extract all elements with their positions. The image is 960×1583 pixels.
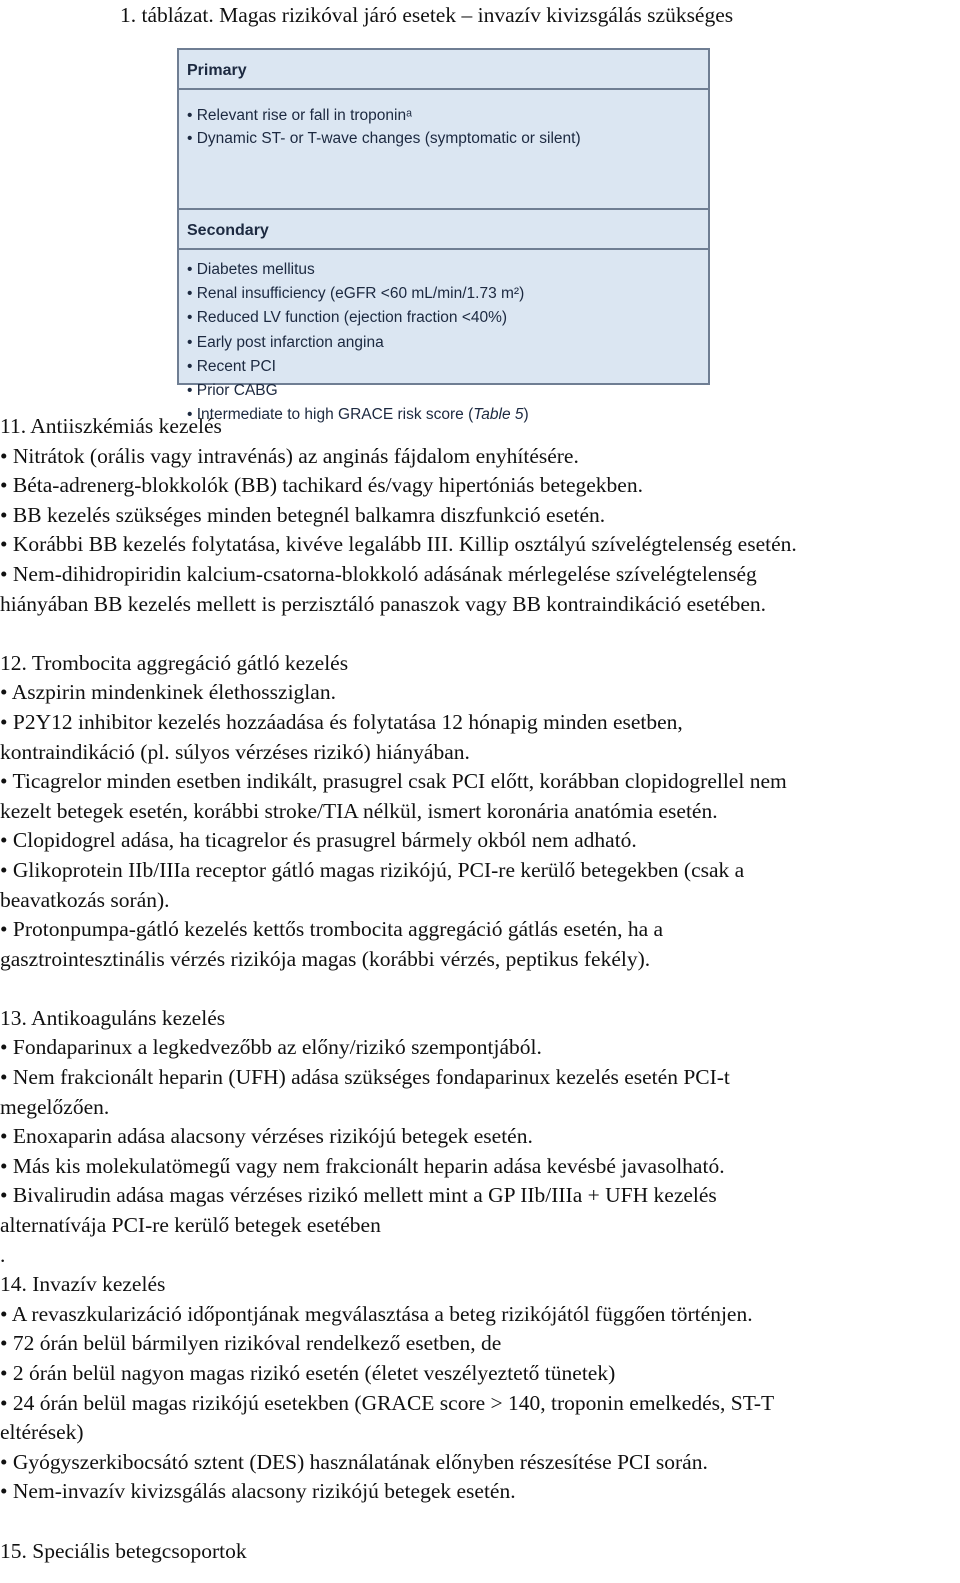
text-line: gasztrointesztinális vérzés rizikója magas (korábbi vérzés, peptikus fekély). bbox=[0, 946, 651, 971]
secondary-item: • Intermediate to high GRACE risk score (Table 5) bbox=[187, 403, 704, 427]
text-line: 14. Invazív kezelés bbox=[0, 1272, 166, 1297]
text-line: • Nitrátok (orális vagy intravénás) az anginás fájdalom enyhítésére. bbox=[0, 443, 579, 468]
secondary-header: Secondary bbox=[179, 208, 708, 250]
text-line: • Korábbi BB kezelés folytatása, kivéve legalább III. Killip osztályú szívelégtelenség esetén. bbox=[0, 532, 797, 557]
secondary-item: • Early post infarction angina bbox=[187, 331, 704, 355]
primary-list bbox=[187, 104, 704, 150]
text-line: • Nem frakcionált heparin (UFH) adása szükséges fondaparinux kezelés esetén PCI-t bbox=[0, 1065, 730, 1090]
blank-line bbox=[0, 1507, 958, 1537]
text-line: • Clopidogrel adása, ha ticagrelor és prasugrel bármely okból nem adható. bbox=[0, 828, 637, 853]
blank-line bbox=[0, 974, 958, 1004]
text-line: beavatkozás során). bbox=[0, 887, 170, 912]
table-caption: 1. táblázat. Magas rizikóval járó esetek – invazív kivizsgálás szükséges bbox=[120, 3, 734, 27]
text-line: • Gyógyszerkibocsátó sztent (DES) használatának előnyben részesítése PCI során. bbox=[0, 1449, 708, 1474]
text-line: 15. Speciális betegcsoportok bbox=[0, 1538, 247, 1563]
blank-line bbox=[0, 619, 958, 649]
text-line: • Protonpumpa-gátló kezelés kettős trombocita aggregáció gátlás esetén, ha a bbox=[0, 917, 664, 942]
text-line: hiányában BB kezelés mellett is perzisztáló panaszok vagy BB kontraindikáció esetében. bbox=[0, 591, 766, 616]
text-line: • BB kezelés szükséges minden betegnél balkamra diszfunkció esetén. bbox=[0, 502, 606, 527]
primary-item: • Dynamic ST- or T-wave changes (symptomatic or silent) bbox=[187, 127, 704, 150]
text-line: • 2 órán belül nagyon magas rizikó esetén (életet veszélyeztető tünetek) bbox=[0, 1361, 616, 1385]
risk-criteria-table bbox=[177, 48, 710, 424]
table-reference: Table 5 bbox=[473, 406, 524, 424]
primary-header: Primary bbox=[179, 50, 708, 90]
text-line: • Aszpirin mindenkinek élethossziglan. bbox=[0, 680, 336, 705]
secondary-item: • Diabetes mellitus bbox=[187, 258, 704, 282]
text-line: • Nem-invazív kivizsgálás alacsony rizikójú betegek esetén. bbox=[0, 1479, 516, 1504]
text-line: megelőzően. bbox=[0, 1094, 110, 1119]
text-line: • Más kis molekulatömegű vagy nem frakcionált heparin adása kevésbé javasolható. bbox=[0, 1153, 725, 1178]
text-line: 13. Antikoaguláns kezelés bbox=[0, 1005, 226, 1030]
primary-item: • Relevant rise or fall in troponinᵃ bbox=[187, 104, 704, 127]
text-line: • 72 órán belül bármilyen rizikóval rendelkező esetben, de bbox=[0, 1331, 502, 1356]
text-line: alternatívája PCI-re kerülő betegek esetében bbox=[0, 1213, 381, 1238]
text-line: • Nem-dihidropiridin kalcium-csatorna-blokkoló adásának mérlegelése szívelégtelenség bbox=[0, 561, 757, 586]
text-line: • 24 órán belül magas rizikójú esetekben (GRACE score > 140, troponin emelkedés, ST-T bbox=[0, 1390, 775, 1415]
text-line: • Enoxaparin adása alacsony vérzéses rizikójú betegek esetén. bbox=[0, 1124, 533, 1149]
text-line: • A revaszkularizáció időpontjának megválasztása a beteg rizikójától függően történjen. bbox=[0, 1301, 753, 1326]
text-line: • Fondaparinux a legkedvezőbb az előny/rizikó szempontjából. bbox=[0, 1035, 542, 1060]
text-line: kezelt betegek esetén, korábbi stroke/TIA nélkül, ismert koronária anatómia esetén. bbox=[0, 798, 718, 823]
document-body bbox=[0, 412, 958, 1566]
text-line: • Glikoprotein IIb/IIIa receptor gátló magas rizikójú, PCI-re kerülő betegekben (csak a bbox=[0, 857, 745, 882]
secondary-item: • Reduced LV function (ejection fraction <40%) bbox=[187, 306, 704, 330]
text-line: 11. Antiiszkémiás kezelés bbox=[0, 414, 222, 438]
text-line: • Ticagrelor minden esetben indikált, prasugrel csak PCI előtt, korábban clopidogrellel nem bbox=[0, 769, 787, 794]
secondary-item: • Recent PCI bbox=[187, 355, 704, 379]
text-line: • Béta-adrenerg-blokkolók (BB) tachikard és/vagy hipertóniás betegekben. bbox=[0, 473, 643, 498]
secondary-list bbox=[187, 258, 704, 427]
secondary-item: • Renal insufficiency (eGFR <60 mL/min/1.73 m²) bbox=[187, 282, 704, 306]
text-line: 12. Trombocita aggregáció gátló kezelés bbox=[0, 650, 349, 675]
text-line: . bbox=[0, 1242, 6, 1267]
text-line: • P2Y12 inhibitor kezelés hozzáadása és folytatása 12 hónapig minden esetben, bbox=[0, 709, 683, 734]
secondary-item: • Prior CABG bbox=[187, 379, 704, 403]
text-line: eltérések) bbox=[0, 1420, 84, 1445]
text-line: kontraindikáció (pl. súlyos vérzéses rizikó) hiányában. bbox=[0, 739, 470, 764]
text-line: • Bivalirudin adása magas vérzéses rizikó mellett mint a GP IIb/IIIa + UFH kezelés bbox=[0, 1183, 717, 1208]
